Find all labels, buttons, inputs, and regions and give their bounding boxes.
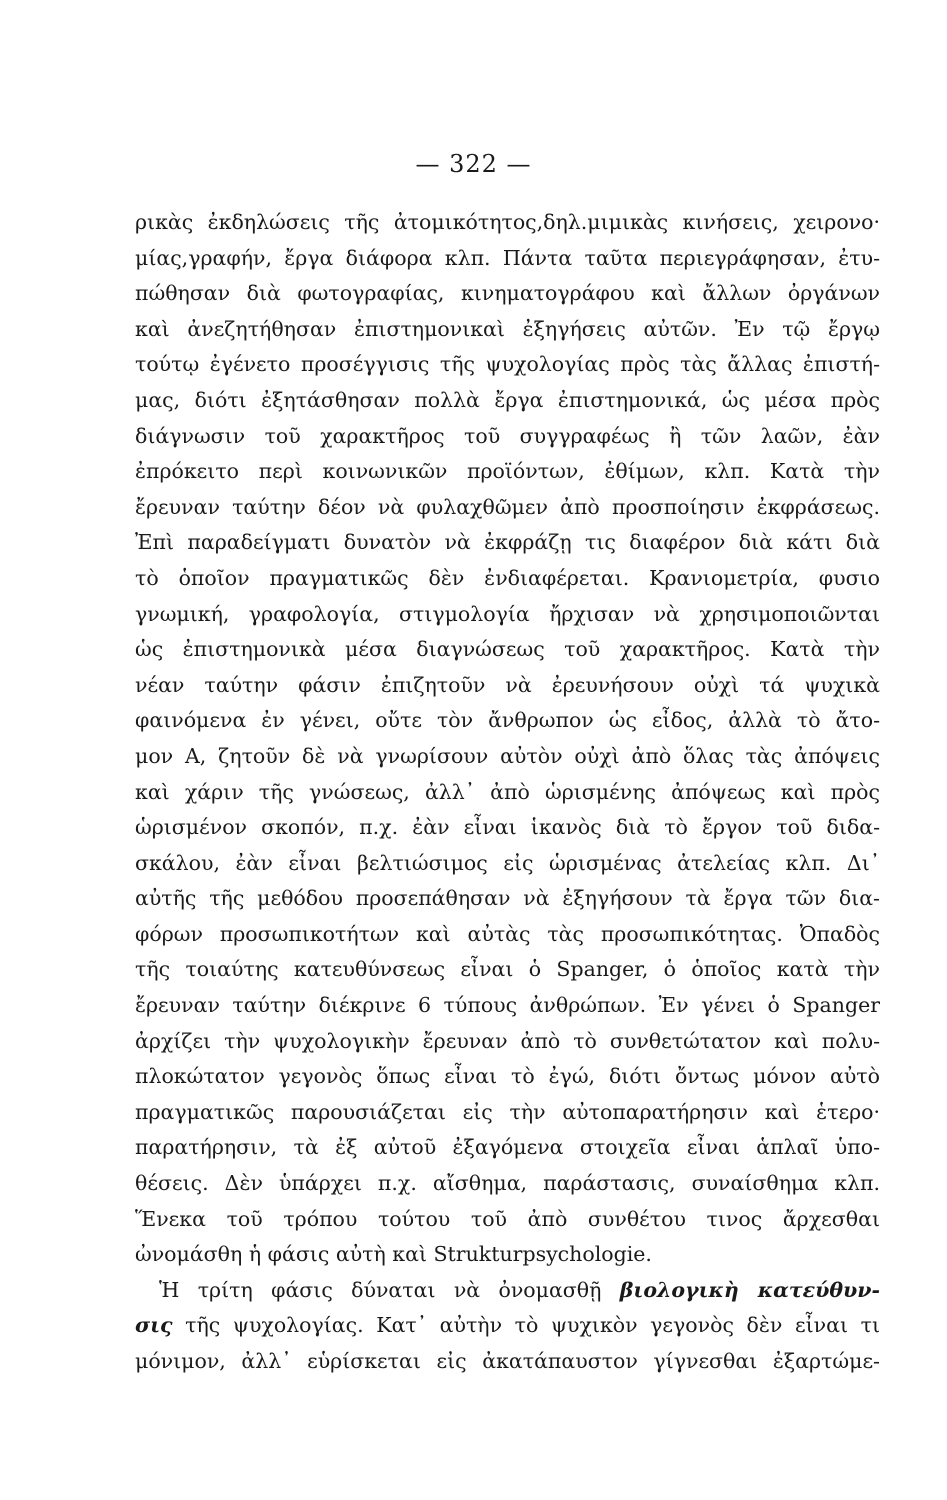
text-line: αὐτῆς τῆς μεθόδου προσεπάθησαν νὰ ἐξηγήσουν τὰ ἔργα τῶν δια- xyxy=(135,886,880,911)
text-line: ὠνομάσθη ἡ φάσις αὐτὴ καὶ Strukturpsychologie. xyxy=(135,1242,652,1267)
emphasized-term: βιολογικὴ κατεύθυν- xyxy=(619,1277,880,1302)
text-line: ὡρισμένον σκοπόν, π.χ. ἐὰν εἶναι ἱκανὸς διὰ τὸ ἔργον τοῦ διδα- xyxy=(135,815,880,840)
paragraph-2-line-2 xyxy=(135,1308,880,1344)
text-line: γνωμική, γραφολογία, στιγμολογία ἤρχισαν νὰ χρησιμοποιῶνται xyxy=(135,601,880,626)
text-line: φόρων προσωπικοτήτων καὶ αὐτὰς τὰς προσωπικότητας. Ὀπαδὸς xyxy=(135,921,880,946)
text-line: φαινόμενα ἐν γένει, οὔτε τὸν ἄνθρωπον ὡς εἶδος, ἀλλὰ τὸ ἄτο- xyxy=(135,708,880,733)
text-line: νέαν ταύτην φάσιν ἐπιζητοῦν νὰ ἐρευνήσουν οὐχὶ τά ψυχικὰ xyxy=(135,672,880,697)
text-line: πραγματικῶς παρουσιάζεται εἰς τὴν αὐτοπαρατήρησιν καὶ ἑτερο· xyxy=(135,1099,880,1124)
text-line: πώθησαν διὰ φωτογραφίας, κινηματογράφου καὶ ἄλλων ὀργάνων xyxy=(135,281,880,306)
paragraph-2-text: τῆς ψυχολογίας. Κατ᾽ αὐτὴν τὸ ψυχικὸν γεγονὸς δὲν εἶναι τι xyxy=(185,1313,880,1338)
text-line: τούτῳ ἐγένετο προσέγγισις τῆς ψυχολογίας πρὸς τὰς ἄλλας ἐπιστή- xyxy=(135,352,880,377)
text-line: Ἕνεκα τοῦ τρόπου τούτου τοῦ ἀπὸ συνθέτου τινος ἄρχεσθαι xyxy=(135,1206,880,1231)
body-text xyxy=(135,205,880,1380)
text-line: καὶ ἀνεζητήθησαν ἐπιστημονικαὶ ἐξηγήσεις αὐτῶν. Ἐν τῷ ἔργῳ xyxy=(135,316,880,341)
text-line: ρικὰς ἐκδηλώσεις τῆς ἀτομικότητος,δηλ.μιμικὰς κινήσεις, χειρονο· xyxy=(135,210,880,234)
text-line: ἀρχίζει τὴν ψυχολογικὴν ἔρευναν ἀπὸ τὸ συνθετώτατον καὶ πολυ- xyxy=(135,1028,880,1053)
text-line: Ἐπὶ παραδείγματι δυνατὸν νὰ ἐκφράζῃ τις διαφέρον διὰ κάτι διὰ xyxy=(135,530,880,555)
paragraph-2-line-1 xyxy=(135,1273,880,1309)
text-line: πλοκώτατον γεγονὸς ὅπως εἶναι τὸ ἐγώ, διότι ὄντως μόνον αὐτὸ xyxy=(135,1064,880,1089)
text-line: τὸ ὁποῖον πραγματικῶς δὲν ἐνδιαφέρεται. Κρανιομετρία, φυσιο xyxy=(135,565,880,590)
text-line: καὶ χάριν τῆς γνώσεως, ἀλλ᾽ ἀπὸ ὡρισμένης ἀπόψεως καὶ πρὸς xyxy=(135,779,880,804)
text-line: σκάλου, ἐὰν εἶναι βελτιώσιμος εἰς ὡρισμένας ἀτελείας κλπ. Δι᾽ xyxy=(135,850,880,875)
text-line: μίας,γραφήν, ἔργα διάφορα κλπ. Πάντα ταῦτα περιεγράφησαν, ἐτυ- xyxy=(135,245,880,270)
paragraph-2-line-3: μόνιμον, ἀλλ᾽ εὑρίσκεται εἰς ἀκατάπαυστον γίγνεσθαι ἐξαρτώμε- xyxy=(135,1349,880,1373)
text-line: παρατήρησιν, τὰ ἐξ αὐτοῦ ἐξαγόμενα στοιχεῖα εἶναι ἁπλαῖ ὑπο- xyxy=(135,1135,880,1160)
text-line: ὡς ἐπιστημονικὰ μέσα διαγνώσεως τοῦ χαρακτῆρος. Κατὰ τὴν xyxy=(135,637,880,662)
text-line: ἔρευναν ταύτην δέον νὰ φυλαχθῶμεν ἀπὸ προσποίησιν ἐκφράσεως. xyxy=(135,494,880,519)
page-number: — 322 — xyxy=(415,150,532,178)
text-line: μας, διότι ἐξητάσθησαν πολλὰ ἔργα ἐπιστημονικά, ὡς μέσα πρὸς xyxy=(135,387,880,412)
text-line: τῆς τοιαύτης κατευθύνσεως εἶναι ὁ Spanger, ὁ ὁποῖος κατὰ τὴν xyxy=(135,957,880,982)
text-line: ἔρευναν ταύτην διέκρινε 6 τύπους ἀνθρώπων. Ἐν γένει ὁ Spanger xyxy=(135,993,880,1018)
text-line: διάγνωσιν τοῦ χαρακτῆρος τοῦ συγγραφέως ἢ τῶν λαῶν, ἐὰν xyxy=(135,423,880,448)
text-line: ἐπρόκειτο περὶ κοινωνικῶν προϊόντων, ἐθίμων, κλπ. Κατὰ τὴν xyxy=(135,459,880,484)
emphasized-term: σις xyxy=(135,1313,173,1338)
text-line: μον Α, ζητοῦν δὲ νὰ γνωρίσουν αὐτὸν οὐχὶ ἀπὸ ὅλας τὰς ἀπόψεις xyxy=(135,743,880,768)
text-line: θέσεις. Δὲν ὑπάρχει π.χ. αἴσθημα, παράστασις, συναίσθημα κλπ. xyxy=(135,1171,880,1196)
paragraph-2-text: Ἡ τρίτη φάσις δύναται νὰ ὀνομασθῇ xyxy=(159,1277,602,1302)
